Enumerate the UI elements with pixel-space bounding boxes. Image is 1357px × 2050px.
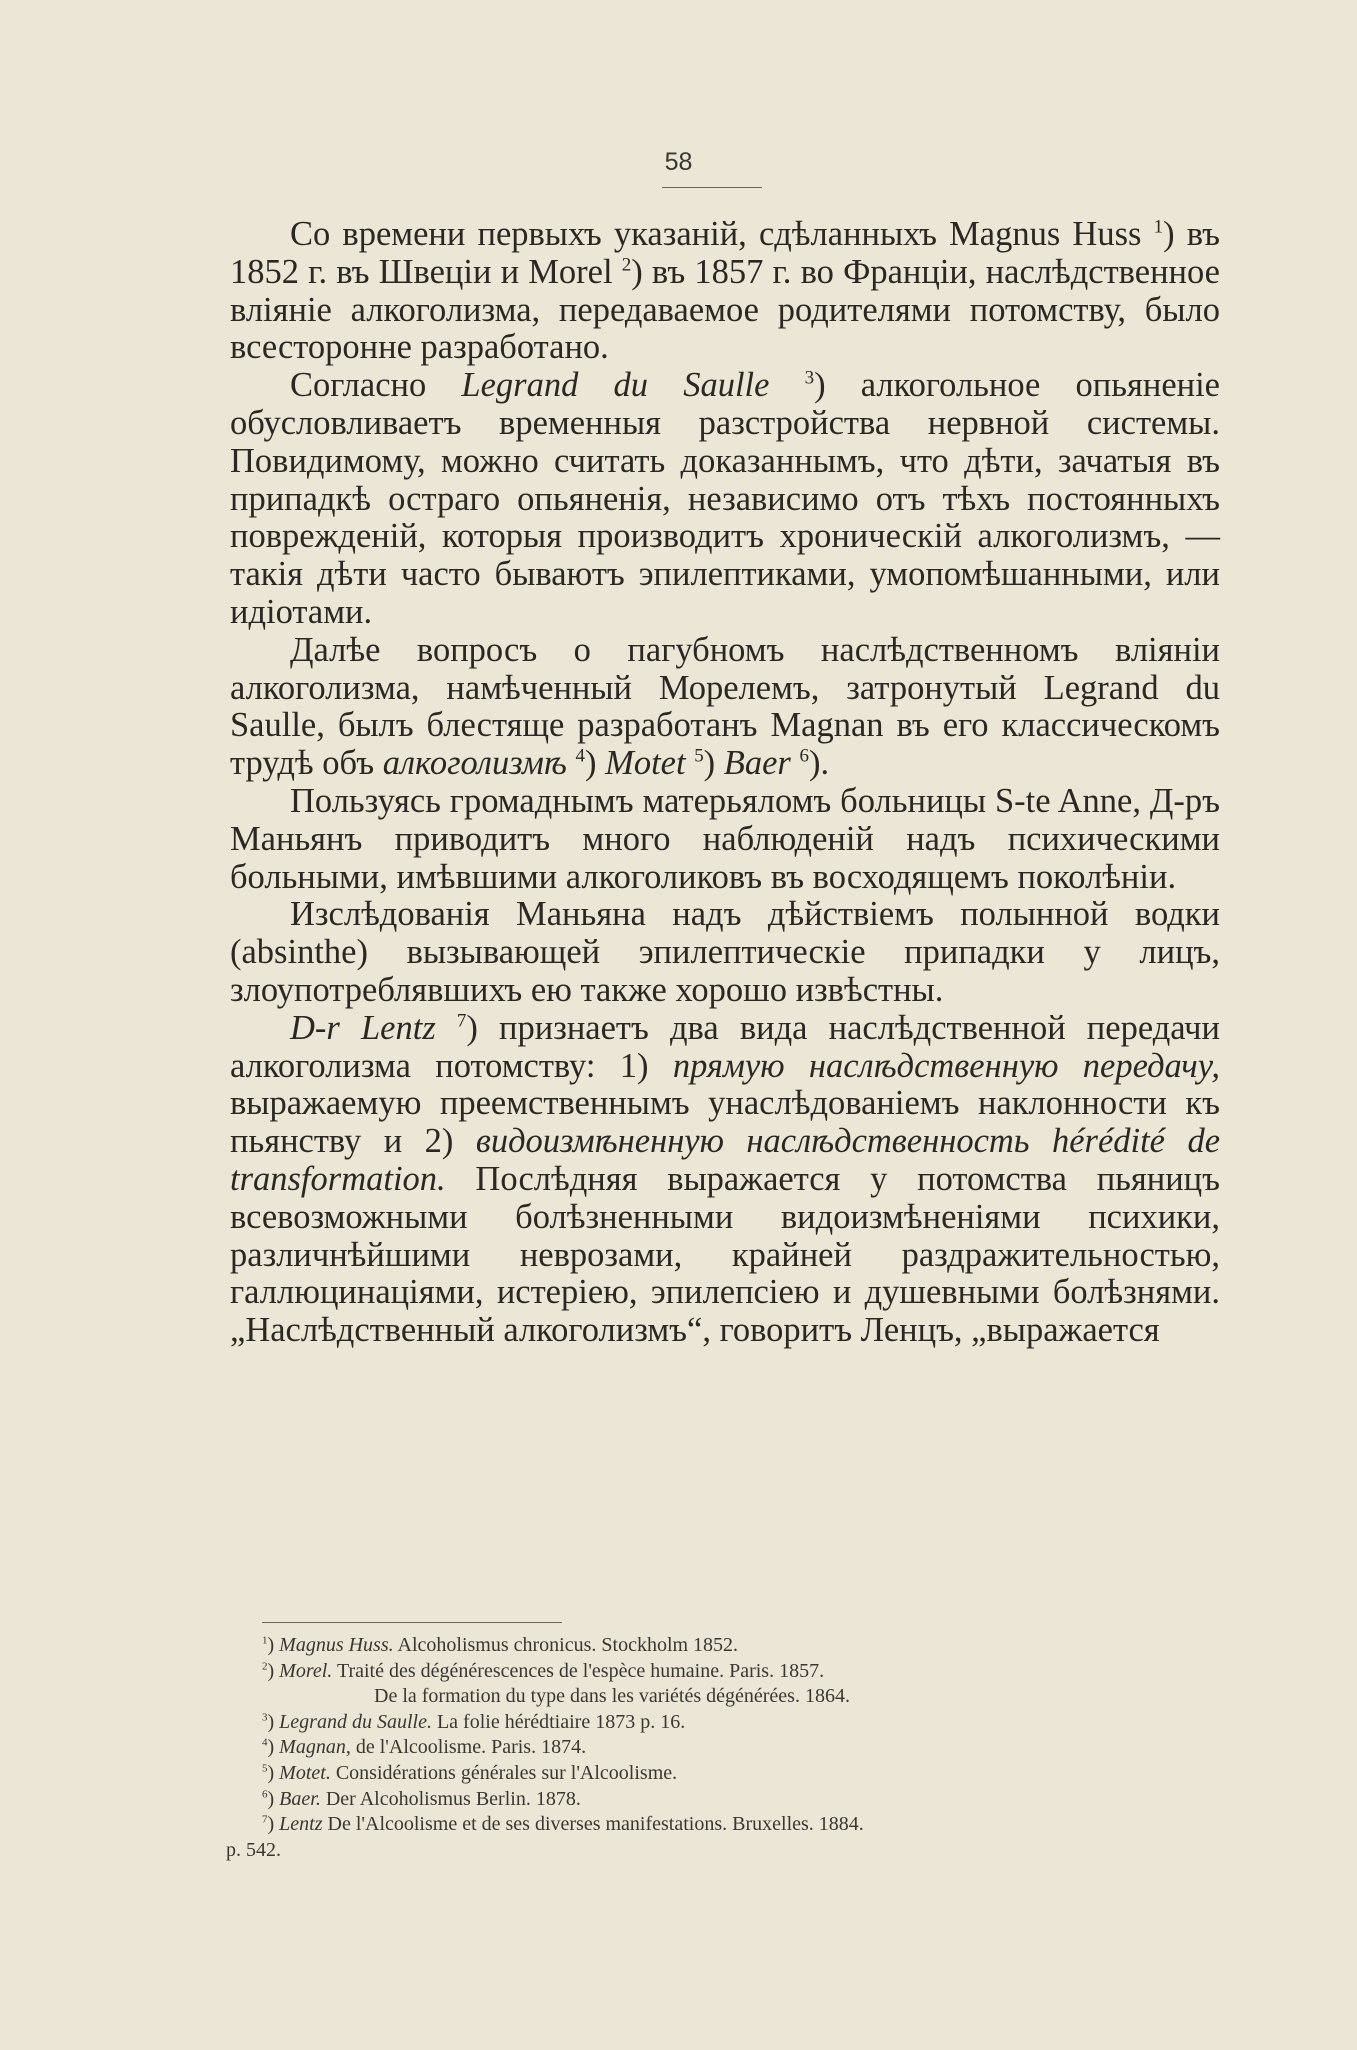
text-run: Согласно (290, 366, 462, 405)
text-run: de l'Alcoolisme. Paris. 1874. (350, 1736, 587, 1759)
italic-text: Magnus Huss. (279, 1634, 394, 1656)
footnote-ref: 2 (262, 1659, 268, 1672)
text-run: ) (584, 744, 606, 783)
paragraph (230, 216, 1220, 367)
footnote (262, 1812, 1222, 1838)
footnote-ref: 4 (262, 1736, 268, 1749)
italic-text: Morel. (279, 1659, 333, 1682)
text-run: La folie hérédtiaire 1873 p. 16. (431, 1710, 686, 1733)
paragraph (230, 896, 1220, 1009)
page-number-rule (662, 187, 762, 188)
paragraph (230, 1010, 1220, 1350)
italic-text: Baer (723, 744, 791, 783)
italic-text: Magnan, (279, 1736, 351, 1759)
page-number: 58 (664, 148, 693, 176)
text-run: Пользуясь громаднымъ матерьяломъ больницы S-te Anne, Д-ръ Маньянъ приводитъ много наблюденій надъ психическими больными, имѣвшими алкоголиковъ въ восходящемъ поколѣніи. (230, 781, 1220, 896)
italic-text: D-r Lentz (290, 1008, 436, 1047)
text-run: De la formation du type dans les variétés dégénérées. 1864. (374, 1685, 850, 1708)
footnote-ref: 7 (262, 1813, 268, 1826)
text-run: ) въ 1852 г. въ Швеціи и Morel (230, 215, 1220, 291)
italic-text: Motet. (279, 1761, 331, 1784)
italic-text: видоизмѣненную наслѣдственность hérédité de transformation. (230, 1122, 1221, 1198)
text-run: ) (267, 1736, 280, 1759)
footnote (262, 1787, 1222, 1813)
text-run: De l'Alcoolisme et de ses diverses manifestations. Bruxelles. 1884. (322, 1813, 864, 1836)
footnote (226, 1838, 1222, 1864)
text-run: ) признаетъ два вида наслѣдственной передачи алкоголизма потомству: 1) (230, 1008, 1220, 1085)
text-run: ) (267, 1761, 280, 1784)
paragraph (230, 367, 1220, 632)
footnote (262, 1710, 1222, 1736)
text-run: Со времени первыхъ указаній, сдѣланныхъ Magnus Huss (290, 215, 1154, 253)
footnote-ref: 6 (799, 745, 809, 767)
text-run: ) въ 1857 г. во Франціи, наслѣдственное вліяніе алкоголизма, передаваемое родителями потомству, было всесторонне разработано. (230, 252, 1220, 367)
footnotes (226, 1633, 1222, 1863)
footnote (262, 1684, 1222, 1710)
text-run: Traité des dégénérescences de l'espèce humaine. Paris. 1857. (332, 1659, 825, 1682)
italic-text: Lentz (279, 1813, 323, 1836)
text-run: p. 542. (226, 1838, 281, 1861)
text-run: выражаемую преемственнымъ унаслѣдованіемъ наклонности къ пьянству и 2) (230, 1084, 1220, 1161)
italic-text: Legrand du Saulle. (279, 1710, 432, 1733)
footnote (262, 1735, 1222, 1761)
footnote-ref: 4 (575, 745, 585, 767)
text-run (686, 744, 695, 782)
text-run (791, 744, 800, 782)
paragraph (230, 632, 1220, 783)
footnote-ref: 1 (262, 1634, 268, 1647)
footnote (262, 1633, 1222, 1659)
footnote (262, 1761, 1222, 1787)
footnote-ref: 3 (804, 367, 815, 389)
italic-text: Baer. (279, 1787, 321, 1810)
text-run: ) (267, 1710, 280, 1733)
italic-text: алкоголизмѣ (382, 744, 567, 783)
footnote-ref: 5 (262, 1762, 268, 1775)
footnote-ref: 6 (262, 1787, 268, 1800)
text-run: ) (267, 1787, 280, 1810)
text-run: Далѣе вопросъ о пагубномъ наслѣдственномъ вліяніи алкоголизма, намѣченный Морелемъ, затронутый Legrand du Saulle, былъ блестяще разработанъ Magnan въ его классическомъ трудѣ объ (230, 630, 1220, 783)
footnote-ref: 3 (262, 1711, 268, 1724)
text-run: Послѣдняя выражается у потомства пьяницъ всевозможными болѣзненными видоизмѣненіями психики, различнѣйшими неврозами, крайней раздражительностью, галлюцинаціями, истеріею, эпилепсіею и душевными болѣзнями. „Наслѣдственный алкоголизмъ“, говоритъ Ленцъ, „выражается (230, 1159, 1220, 1350)
text-run: ) алкогольное опьяненіе обусловливаетъ временныя разстройства нервной системы. Повидимому, можно считать доказаннымъ, что дѣти, зачатыя въ припадкѣ остраго опьяненія, независимо отъ тѣхъ постоянныхъ поврежденій, которыя производитъ хроническій алкоголизмъ, — такія дѣти часто бываютъ эпилептиками, умопомѣшанными, или идіотами. (230, 366, 1220, 631)
footnote-ref: 5 (694, 745, 704, 767)
text-run: Der Alcoholismus Berlin. 1878. (320, 1787, 581, 1810)
text-run: ) (703, 744, 724, 783)
italic-text: прямую наслѣдственную передачу, (672, 1046, 1220, 1085)
text-run: ) (267, 1659, 280, 1682)
italic-text: Legrand du Saulle (461, 366, 770, 405)
text-run: Alcoholismus chronicus. Stockholm 1852. (393, 1634, 739, 1656)
text-run (436, 1009, 457, 1047)
paragraph (230, 783, 1220, 896)
footnote-rule (262, 1622, 562, 1623)
italic-text: Motet (605, 744, 686, 783)
text-run: ) (267, 1634, 280, 1656)
footnote-ref: 7 (456, 1010, 467, 1032)
body-text (230, 216, 1220, 1350)
text-run: Considérations générales sur l'Alcoolisme. (330, 1761, 678, 1784)
footnote-ref: 2 (621, 254, 632, 276)
footnote (262, 1659, 1222, 1685)
footnote-ref: 1 (1153, 216, 1164, 238)
text-run: ) (267, 1813, 280, 1836)
text-run (769, 366, 804, 404)
text-run: Изслѣдованія Маньяна надъ дѣйствіемъ полынной водки (absinthe) вызывающей эпилептическіе припадки у лицъ, злоупотреблявшихъ ею также хорошо извѣстны. (230, 895, 1220, 1009)
text-run: ). (808, 744, 830, 783)
